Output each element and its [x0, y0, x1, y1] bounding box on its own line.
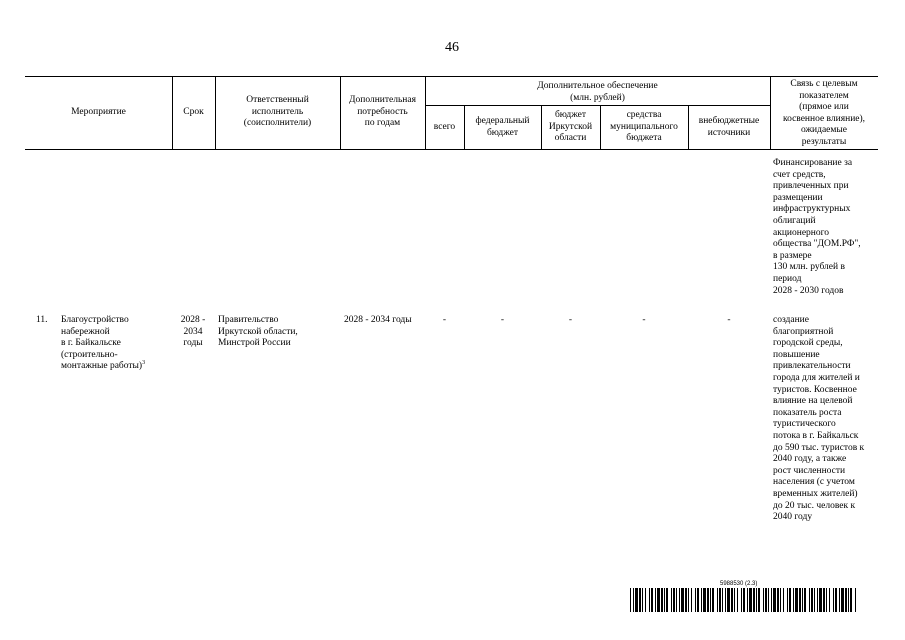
barcode-bar: [773, 588, 776, 612]
header-extrabudget: внебюджетные источники: [698, 116, 760, 138]
barcode-bar: [747, 588, 748, 612]
barcode-bar: [765, 588, 767, 612]
header-federal: федеральный бюджет: [475, 116, 530, 138]
barcode-bar: [710, 588, 711, 612]
footnote-mark: 3: [142, 360, 146, 367]
barcode-bar: [763, 588, 764, 612]
barcode-bar: [688, 588, 689, 612]
barcode-bar: [758, 588, 760, 612]
barcode-bar: [819, 588, 822, 612]
barcode-bar: [725, 588, 726, 612]
barcode-bar: [833, 588, 834, 612]
header-need: Дополнительная потребность по годам: [349, 95, 416, 129]
barcode-bar: [630, 588, 631, 612]
barcode-bar: [799, 588, 801, 612]
row-number: 11.: [36, 315, 48, 325]
barcode-bar: [649, 588, 650, 612]
barcode-bar: [712, 588, 714, 612]
barcode-bar: [753, 588, 755, 612]
barcode-bar: [681, 588, 684, 612]
barcode-bar: [703, 588, 706, 612]
barcode-bar: [676, 588, 677, 612]
barcode-bar: [633, 588, 634, 612]
header-funding-group: Дополнительное обеспечение (млн. рублей): [537, 81, 658, 103]
barcode-bar: [835, 588, 837, 612]
barcode-bar: [768, 588, 769, 612]
barcode-bar: [823, 588, 825, 612]
barcode-bar: [848, 588, 849, 612]
funding-group-divider: [425, 105, 770, 106]
barcode-bar: [743, 588, 745, 612]
barcode-bar: [691, 588, 692, 612]
barcode-bar: [661, 588, 663, 612]
header-municipal: средства муниципального бюджета: [610, 110, 678, 144]
row-measure-text: Благоустройство набережной в г. Байкальске (строительно- монтажные работы): [61, 315, 143, 372]
barcode-bar: [845, 588, 847, 612]
row-term: 2028 - 2034 годы: [180, 315, 206, 349]
header-regional: бюджет Иркутской области: [548, 110, 593, 144]
barcode-bar: [722, 588, 723, 612]
barcode-bar: [809, 588, 810, 612]
barcode-bar: [673, 588, 675, 612]
barcode-bar: [855, 588, 856, 612]
barcode-bar: [814, 588, 815, 612]
header-bottom-border: [25, 149, 878, 150]
row-need: 2028 - 2034 годы: [344, 315, 412, 325]
barcode-bar: [777, 588, 779, 612]
barcode-bar: [826, 588, 827, 612]
header-term: Срок: [183, 107, 204, 117]
barcode-bar: [783, 588, 784, 612]
row-municipal: -: [642, 315, 646, 325]
header-measure: Мероприятие: [71, 107, 126, 117]
table-top-border: [25, 76, 878, 77]
barcode-bar: [655, 588, 656, 612]
barcode-bar: [701, 588, 702, 612]
barcode-bar: [841, 588, 844, 612]
row-regional: -: [568, 315, 573, 325]
barcode-bar: [802, 588, 803, 612]
barcode-bar: [685, 588, 687, 612]
barcode-bar: [771, 588, 772, 612]
barcode: [630, 588, 858, 612]
barcode-bar: [645, 588, 646, 612]
barcode-bar: [780, 588, 781, 612]
header-link: Связь с целевым показателем (прямое или косвенное влияние), ожидаемые результаты: [782, 79, 866, 147]
barcode-bar: [829, 588, 830, 612]
barcode-bar: [793, 588, 794, 612]
row-extrabudget: -: [727, 315, 731, 325]
barcode-bar: [756, 588, 757, 612]
barcode-bar: [811, 588, 813, 612]
barcode-bar: [639, 588, 641, 612]
barcode-bar: [817, 588, 818, 612]
row-link-financing: Финансирование за счет средств, привлеченных при размещении инфраструктурных облигаций акционерного общества "ДОМ.РФ", в размере 130 млн. рублей в период 2028 - 2030 годов: [773, 158, 861, 296]
barcode-bar: [695, 588, 696, 612]
row-measure: [61, 315, 173, 373]
barcode-bar: [749, 588, 752, 612]
barcode-bar: [804, 588, 806, 612]
barcode-bar: [651, 588, 653, 612]
header-executor: Ответственный исполнитель (соисполнители): [243, 95, 312, 129]
row-total: -: [442, 315, 447, 325]
barcode-bar: [666, 588, 668, 612]
row-link-results: создание благоприятной городской среды, повышение привлекательности города для жителей и туристов. Косвенное влияние на целевой показатель роста туристического потока в г. Байкальск до 590 тыс. туристов к 2040 году, а также рост численности населения (с учетом временных жителей) до 20 тыс. человек к 2040 году: [773, 315, 865, 523]
barcode-bar: [697, 588, 699, 612]
barcode-bar: [731, 588, 733, 612]
barcode-bar: [719, 588, 721, 612]
barcode-bar: [664, 588, 665, 612]
barcode-bar: [707, 588, 709, 612]
page-number: 46: [445, 40, 459, 55]
barcode-bar: [741, 588, 742, 612]
barcode-bar: [671, 588, 672, 612]
barcode-bar: [635, 588, 638, 612]
row-executor: Правительство Иркутской области, Минстрой России: [218, 315, 298, 349]
barcode-bar: [717, 588, 718, 612]
barcode-bar: [734, 588, 735, 612]
barcode-bar: [850, 588, 852, 612]
barcode-bar: [839, 588, 840, 612]
barcode-bar: [657, 588, 660, 612]
header-total: всего: [433, 122, 456, 132]
barcode-bar: [727, 588, 730, 612]
barcode-bar: [795, 588, 798, 612]
row-federal: -: [500, 315, 505, 325]
barcode-bar: [642, 588, 643, 612]
barcode-bar: [737, 588, 738, 612]
barcode-bar: [679, 588, 680, 612]
barcode-number: 5988530 (2.3): [720, 581, 758, 587]
barcode-bar: [789, 588, 791, 612]
barcode-bar: [787, 588, 788, 612]
